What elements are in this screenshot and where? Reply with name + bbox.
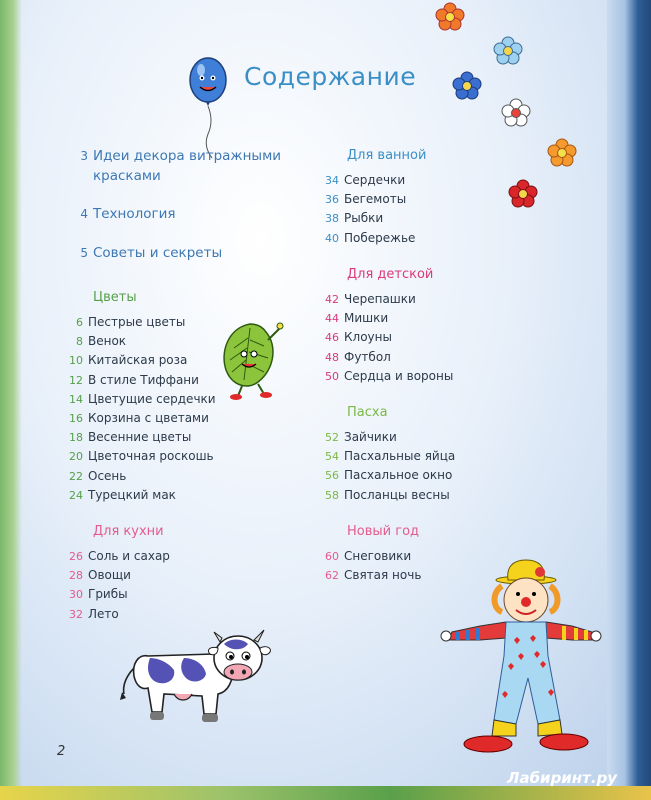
- toc-entry-title: Клоуны: [344, 330, 392, 345]
- toc-page-number: 58: [325, 488, 339, 502]
- toc-page-number: 8: [76, 335, 83, 349]
- toc-page-number: 38: [325, 212, 339, 226]
- toc-entry-kids: [311, 292, 416, 306]
- toc-entry-title: Советы и секреты: [93, 245, 223, 261]
- toc-entry-flowers: [55, 392, 216, 406]
- toc-entry-title: Бегемоты: [344, 192, 407, 207]
- toc-entry-easter: [311, 449, 455, 463]
- toc-page-number: 16: [69, 412, 83, 425]
- page-title: Содержание: [244, 62, 417, 91]
- toc-page-number: 30: [69, 588, 83, 602]
- toc-entry-kids: [311, 330, 392, 344]
- toc-page-number: 56: [325, 469, 339, 483]
- toc-entry-flowers: [55, 353, 187, 367]
- toc-page-number: 26: [69, 550, 83, 563]
- toc-page-number: 34: [325, 174, 339, 187]
- toc-entry-kids: [311, 369, 453, 383]
- toc-page-number: 40: [325, 231, 339, 245]
- toc-page-number: 52: [325, 431, 339, 444]
- section-heading-newyear: Новый год: [347, 524, 420, 539]
- toc-page-number: 22: [69, 469, 83, 483]
- toc-entry-kitchen: [55, 587, 128, 601]
- toc-page-number: 54: [325, 450, 339, 464]
- toc-entry-title: Пестрые цветы: [88, 315, 186, 329]
- toc-entry-title: Весенние цветы: [88, 430, 192, 445]
- toc-entry-title: Корзина с цветами: [88, 411, 209, 425]
- leaf-character-icon: [214, 318, 286, 402]
- toc-entry-title: Снеговики: [344, 549, 412, 563]
- toc-entry-title: Венок: [88, 334, 127, 349]
- toc-entry-bath: [311, 173, 405, 187]
- toc-entry-title: Овощи: [88, 568, 131, 583]
- toc-page-number: 4: [80, 207, 88, 221]
- toc-entry-bath: [311, 211, 383, 225]
- toc-entry-title: Сердца и вороны: [344, 368, 454, 383]
- toc-entry-title: Побережье: [344, 230, 416, 245]
- toc-entry-title: Мишки: [344, 311, 389, 326]
- toc-entry-kitchen: [55, 607, 119, 621]
- page-number: 2: [57, 744, 66, 759]
- toc-page-number: 20: [69, 450, 83, 464]
- flower-icon: [432, 2, 468, 32]
- toc-page-number: 24: [69, 488, 83, 502]
- toc-page-number: 28: [69, 569, 83, 583]
- toc-entry-title: Грибы: [88, 587, 128, 602]
- left-page-edge: [0, 0, 22, 800]
- toc-page-number: 48: [325, 350, 339, 364]
- toc-entry-title: Цветущие сердечки: [88, 391, 216, 406]
- bottom-decor-strip: [0, 786, 651, 800]
- toc-page-number: 10: [69, 354, 83, 368]
- toc-entry-kids: [311, 311, 388, 325]
- section-heading-easter: Пасха: [347, 405, 388, 420]
- toc-entry-title: В стиле Тиффани: [88, 372, 199, 387]
- toc-entry-main: [74, 204, 176, 224]
- section-heading-bath: Для ванной: [347, 148, 427, 163]
- flower-icon: [544, 136, 580, 170]
- toc-page-number: 62: [325, 569, 339, 583]
- toc-entry-title: Пасхальное окно: [344, 468, 453, 483]
- toc-entry-kitchen: [55, 549, 170, 563]
- flower-icon: [490, 34, 526, 68]
- toc-entry-flowers: [55, 449, 214, 463]
- toc-entry-easter: [311, 430, 397, 444]
- toc-entry-newyear: [311, 568, 421, 582]
- toc-entry-flowers: [55, 488, 176, 502]
- flower-icon: [505, 177, 541, 211]
- toc-page-number: 5: [80, 246, 88, 260]
- toc-entry-flowers: [55, 430, 191, 444]
- toc-entry-title: Китайская роза: [88, 353, 188, 368]
- toc-page-number: 42: [325, 293, 339, 306]
- toc-entry-flowers: [55, 469, 126, 483]
- toc-entry-kitchen: [55, 568, 131, 582]
- toc-page-number: 60: [325, 550, 339, 563]
- balloon-icon: [188, 56, 232, 160]
- toc-page-number: 18: [69, 431, 83, 445]
- toc-entry-title: Технология: [93, 206, 176, 222]
- toc-page-number: 44: [325, 312, 339, 326]
- toc-entry-title: Турецкий мак: [88, 487, 176, 502]
- toc-page-number: 32: [69, 607, 83, 621]
- toc-entry-easter: [311, 468, 452, 482]
- flower-icon: [450, 70, 484, 102]
- section-heading-kitchen: Для кухни: [93, 524, 164, 539]
- toc-page-number: 50: [325, 369, 339, 383]
- toc-page-number: 3: [80, 149, 88, 163]
- flower-icon: [498, 96, 534, 130]
- toc-entry-title: Зайчики: [344, 430, 397, 444]
- toc-entry-title: Футбол: [344, 349, 391, 364]
- toc-entry-flowers: [55, 411, 209, 425]
- toc-entry-title: Лето: [88, 606, 119, 621]
- toc-entry-main: [74, 146, 281, 186]
- toc-entry-title: Рыбки: [344, 211, 384, 226]
- toc-entry-title: Соль и сахар: [88, 549, 170, 563]
- section-heading-flowers: Цветы: [93, 290, 137, 305]
- toc-page-number: 6: [76, 316, 83, 329]
- toc-entry-flowers: [55, 373, 199, 387]
- toc-entry-easter: [311, 488, 450, 502]
- toc-page-number: 46: [325, 331, 339, 345]
- toc-page-number: 12: [69, 373, 83, 387]
- toc-page-number: 14: [69, 392, 83, 406]
- toc-entry-title-cont: красками: [93, 168, 161, 184]
- toc-entry-newyear: [311, 549, 411, 563]
- section-heading-kids: Для детской: [347, 267, 434, 282]
- toc-entry-title: Святая ночь: [344, 568, 422, 583]
- toc-entry-flowers: [55, 315, 185, 329]
- toc-entry-kids: [311, 350, 391, 364]
- toc-entry-title: Осень: [88, 468, 127, 483]
- toc-entry-title: Цветочная роскошь: [88, 449, 214, 464]
- toc-entry-title: Посланцы весны: [344, 487, 450, 502]
- toc-entry-title: Сердечки: [344, 173, 406, 187]
- toc-entry-main: [74, 243, 222, 263]
- publisher-logo: Лабиринт.ру: [507, 769, 618, 787]
- right-cover-edge: [607, 0, 651, 800]
- toc-page-number: 36: [325, 193, 339, 207]
- toc-entry-title: Черепашки: [344, 292, 416, 306]
- toc-entry-bath: [311, 231, 415, 245]
- toc-entry-flowers: [55, 334, 126, 348]
- cow-icon: [118, 624, 278, 732]
- toc-entry-title: Идеи декора витражными: [93, 148, 282, 164]
- toc-entry-title: Пасхальные яйца: [344, 449, 456, 464]
- clown-icon: [444, 560, 600, 762]
- toc-entry-bath: [311, 192, 406, 206]
